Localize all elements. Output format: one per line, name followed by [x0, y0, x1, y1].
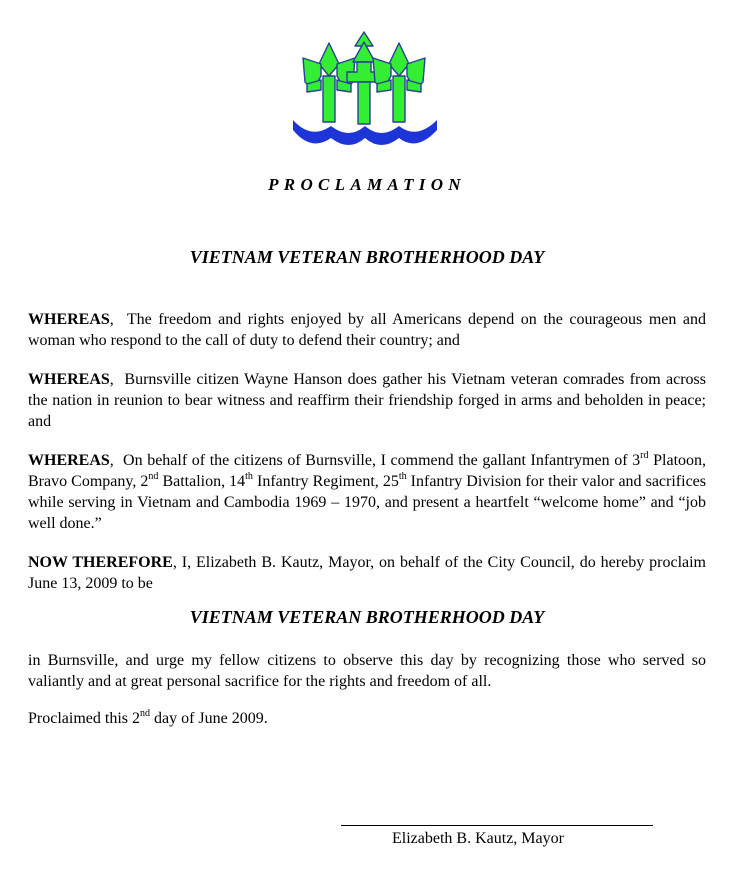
whereas-text: The freedom and rights enjoyed by all Americans depend on the courageous men and woman who respond to the call of duty to defend their country; and [28, 311, 707, 349]
whereas-lead: WHEREAS [28, 452, 110, 469]
proclamation-title: VIETNAM VETERAN BROTHERHOOD DAY [189, 247, 545, 267]
proclaimed-date-line: Proclaimed this 2nd day of June 2009. [28, 708, 268, 727]
ordinal-suffix: nd [148, 471, 159, 482]
ordinal-suffix: th [245, 471, 253, 482]
signature-name: Elizabeth B. Kautz, Mayor [392, 830, 564, 847]
whereas-lead: WHEREAS [28, 311, 110, 328]
closing-paragraph: in Burnsville, and urge my fellow citizens to observe this day by recognizing those who served so valiantly and at great personal sacrifice for the rights and freedom of all. [28, 652, 706, 690]
whereas-lead: WHEREAS [28, 371, 110, 388]
now-therefore-lead: NOW THEREFORE [28, 554, 173, 571]
whereas-text: Infantry Division for their valor and sacrifices while serving in Vietnam and Cambodia 1969 – 1970, and present a heartfelt “welcome home” and “job well done.” [28, 473, 707, 532]
whereas-text: On behalf of the citizens of Burnsville, I commend the gallant Infantrymen of 3 [123, 452, 641, 469]
ordinal-suffix: rd [640, 450, 649, 461]
ordinal-suffix: th [398, 471, 407, 482]
now-therefore-text: , I, Elizabeth B. Kautz, Mayor, on behalf of the City Council, do hereby proclaim June 13, 2009 to be [28, 554, 707, 592]
city-logo-icon [291, 28, 439, 154]
whereas-paragraph-3: WHEREAS, On behalf of the citizens of Burnsville, I commend the gallant Infantrymen of 3rd Platoon, Bravo Company, 2nd Battalion, 14th Infantry Regiment, 25th Infantry Division for their valor and sacrifices while serving in Vietnam and Cambodia 1969 – 1970, and present a heartfelt “welcome home” and “job well done.” [28, 450, 707, 532]
whereas-paragraph-2: WHEREAS, Burnsville citizen Wayne Hanson does gather his Vietnam veteran comrades from across the nation in reunion to bear witness and reaffirm their friendship forged in arms and beholden in peace; and [28, 371, 707, 430]
whereas-paragraph-1: WHEREAS, The freedom and rights enjoyed by all Americans depend on the courageous men and woman who respond to the call of duty to defend their country; and [28, 311, 707, 349]
now-therefore-paragraph [28, 552, 706, 594]
whereas-text: Burnsville citizen Wayne Hanson does gather his Vietnam veteran comrades from across the nation in reunion to bear witness and reaffirm their friendship forged in arms and beholden in peace; and [28, 371, 707, 430]
whereas-text: Infantry Regiment, 25 [252, 473, 399, 490]
whereas-text: Battalion, 14 [158, 473, 246, 490]
proclamation-title-repeat: VIETNAM VETERAN BROTHERHOOD DAY [189, 607, 545, 627]
proclamation-heading: PROCLAMATION [268, 175, 466, 194]
signature-line [341, 825, 653, 826]
ordinal-suffix: nd [139, 708, 150, 719]
whereas-text: Platoon, Bravo Company, 2 [28, 452, 707, 490]
